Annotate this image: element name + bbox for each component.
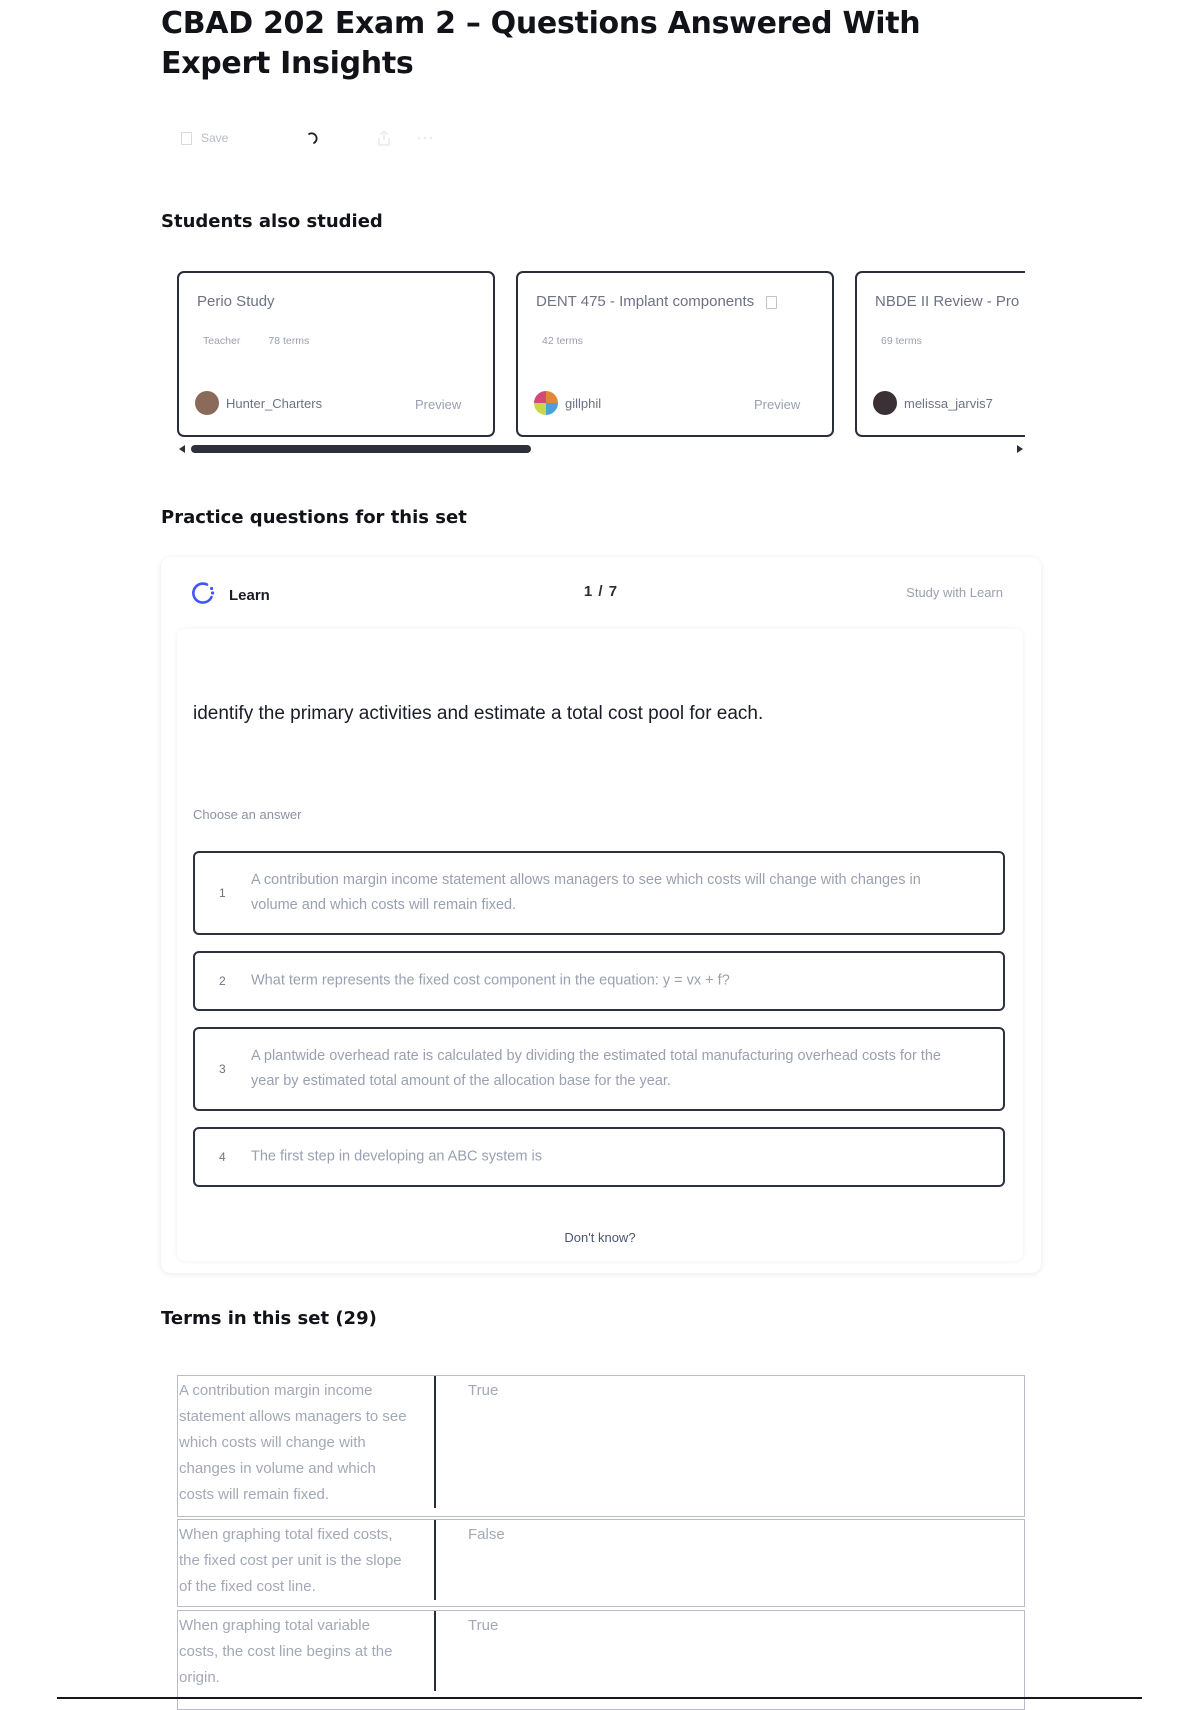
scroll-right-icon[interactable] [1017, 445, 1023, 453]
scroll-left-icon[interactable] [179, 445, 185, 453]
option-number: 4 [219, 1150, 226, 1164]
document-icon [766, 296, 777, 309]
practice-questions-heading: Practice questions for this set [161, 507, 467, 528]
study-set-card[interactable] [177, 271, 495, 437]
option-number: 1 [219, 886, 226, 900]
definition-text: False [468, 1526, 505, 1543]
toolbar [181, 126, 581, 152]
choose-answer-label: Choose an answer [193, 807, 302, 822]
bookmark-icon [181, 132, 192, 145]
term-text: A contribution margin income statement allows managers to see which costs will change with changes in volume and which costs will remain fixed. [179, 1382, 407, 1503]
carousel-scrollbar[interactable] [177, 444, 1025, 454]
card-title-text: DENT 475 - Implant components [536, 293, 755, 310]
save-button[interactable] [181, 126, 228, 150]
answer-option-1[interactable] [193, 851, 1005, 935]
question-progress: 1 / 7 [583, 583, 619, 600]
card-user[interactable] [195, 391, 322, 415]
card-meta [203, 335, 309, 347]
avatar [534, 391, 558, 415]
card-meta [881, 335, 922, 347]
card-user[interactable] [534, 391, 601, 415]
option-text: A plantwide overhead rate is calculated by dividing the estimated total manufacturing overhead costs for the year by estimated total amount of the allocation base for the year. [251, 1048, 941, 1089]
option-text: A contribution margin income statement allows managers to see which costs will change with changes in volume and which costs will remain fixed. [251, 872, 921, 913]
option-number: 2 [219, 974, 226, 988]
row-divider [434, 1520, 436, 1600]
card-role: Teacher [203, 335, 241, 347]
answer-option-4[interactable] [193, 1127, 1005, 1187]
more-options-icon[interactable] [417, 126, 433, 150]
row-divider [434, 1376, 436, 1508]
dont-know-button[interactable]: Don't know? [564, 1230, 636, 1245]
page-bottom-border [57, 1697, 1142, 1699]
card-terms: 42 terms [542, 335, 583, 347]
term-text: When graphing total variable costs, the cost line begins at the origin. [179, 1617, 393, 1686]
card-title [536, 293, 777, 310]
card-username: melissa_jarvis7 [904, 395, 993, 411]
card-username: gillphil [565, 395, 602, 411]
study-with-learn-link[interactable]: Study with Learn [906, 585, 1003, 600]
learn-panel [161, 557, 1041, 1273]
option-text: The first step in developing an ABC system is [251, 1148, 542, 1165]
terms-in-set-heading: Terms in this set (29) [161, 1308, 377, 1329]
definition-text: True [468, 1382, 499, 1399]
table-row [177, 1610, 1025, 1710]
card-title: NBDE II Review - Pro [875, 293, 1020, 310]
avatar [195, 391, 219, 415]
students-also-studied-carousel [177, 271, 1025, 457]
option-text: What term represents the fixed cost component in the equation: y = vx + f? [251, 972, 730, 989]
table-row [177, 1519, 1025, 1607]
answer-option-2[interactable] [193, 951, 1005, 1011]
learn-label: Learn [229, 586, 270, 604]
table-row [177, 1375, 1025, 1517]
card-user[interactable] [873, 391, 993, 415]
card-terms: 69 terms [881, 335, 922, 347]
study-set-card[interactable] [516, 271, 834, 437]
card-preview-button[interactable]: Preview [754, 397, 801, 412]
card-meta [542, 335, 583, 347]
scrollbar-thumb[interactable] [191, 445, 531, 453]
page-title: CBAD 202 Exam 2 – Questions Answered With Expert Insights [161, 6, 921, 81]
card-username: Hunter_Charters [226, 395, 323, 411]
save-label: Save [201, 131, 229, 145]
share-icon[interactable] [377, 126, 391, 150]
question-card [177, 629, 1023, 1261]
row-divider [434, 1611, 436, 1691]
card-terms: 78 terms [268, 335, 310, 347]
avatar [873, 391, 897, 415]
definition-text: True [468, 1617, 499, 1634]
question-prompt: identify the primary activities and estimate a total cost pool for each. [193, 703, 764, 724]
study-set-card[interactable] [855, 271, 1025, 437]
answer-option-3[interactable] [193, 1027, 1005, 1111]
card-preview-button[interactable]: Preview [415, 397, 462, 412]
loading-spinner-icon [307, 126, 321, 150]
students-also-studied-heading: Students also studied [161, 211, 383, 232]
card-title: Perio Study [197, 293, 275, 310]
option-number: 3 [219, 1062, 226, 1076]
term-text: When graphing total fixed costs, the fixed cost per unit is the slope of the fixed cost line. [179, 1526, 402, 1595]
